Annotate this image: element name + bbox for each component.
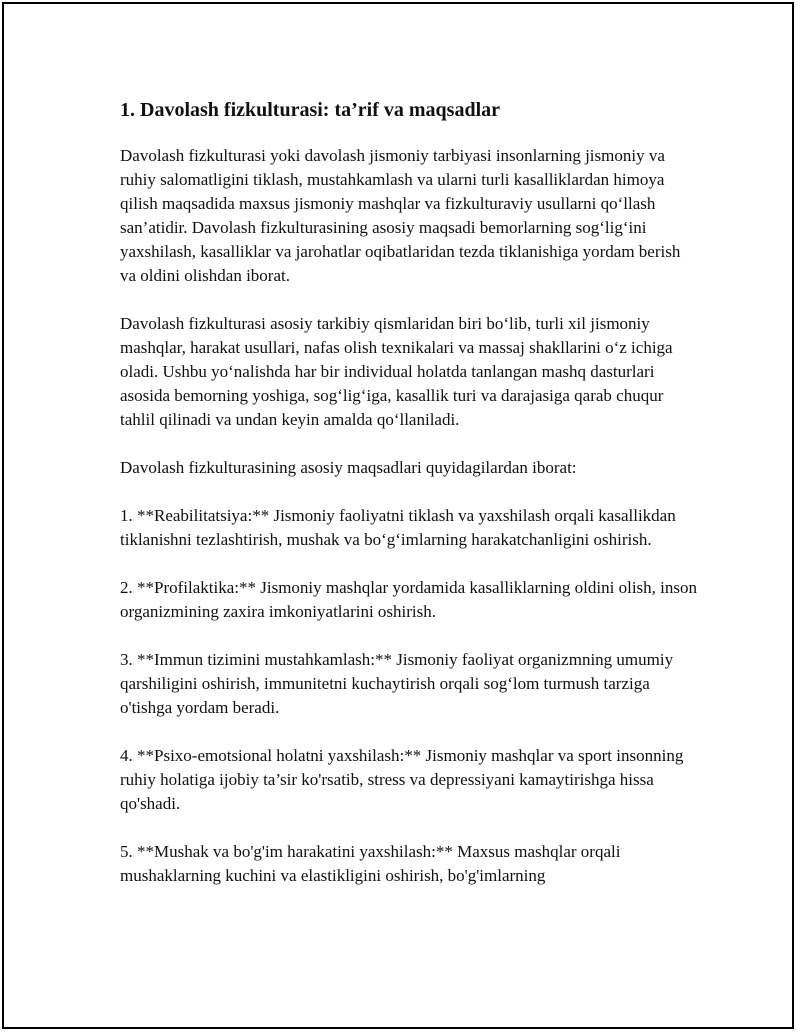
components-paragraph: Davolash fizkulturasi asosiy tarkibiy qismlaridan biri bo‘lib, turli xil jismoniy mashqlar, harakat usullari, nafas olish texnikalari va massaj shakllarini o‘z ichiga oladi. Ushbu yo‘nalishda har bir individual holatda tanlangan mashq dasturlari asosida bemorning yoshiga, sog‘lig‘iga, kasallik turi va darajasiga qarab chuqur tahlil qilinadi va undan keyin amalda qo‘llaniladi. — [120, 314, 673, 429]
goal-item-prophylaxis: 2. **Profilaktika:** Jismoniy mashqlar yordamida kasalliklarning oldini olish, inson organizmining zaxira imkoniyatlarini oshirish. — [120, 578, 697, 621]
goal-item-immunity: 3. **Immun tizimini mustahkamlash:** Jismoniy faoliyat organizmning umumiy qarshiligini oshirish, immunitetni kuchaytirish orqali sog‘lom turmush tarziga o'tishga yordam beradi. — [120, 650, 674, 717]
goals-intro-paragraph: Davolash fizkulturasining asosiy maqsadlari quyidagilardan iborat: — [120, 458, 577, 477]
document-page — [2, 2, 794, 1029]
section-heading: 1. Davolash fizkulturasi: ta’rif va maqsadlar — [120, 99, 500, 121]
document-content — [120, 96, 700, 912]
intro-paragraph: Davolash fizkulturasi yoki davolash jismoniy tarbiyasi insonlarning jismoniy va ruhiy salomatligini tiklash, mustahkamlash va ularni turli kasalliklardan himoya qilish maqsadida maxsus jismoniy mashqlar va fizkulturaviy usullarni qo‘llash san’atidir. Davolash fizkulturasining asosiy maqsadi bemorlarning sog‘lig‘ini yaxshilash, kasalliklar va jarohatlar oqibatlaridan tezda tiklanishiga yordam berish va oldini olishdan iborat. — [120, 146, 681, 285]
goal-item-psycho-emotional: 4. **Psixo-emotsional holatni yaxshilash:** Jismoniy mashqlar va sport insonning ruhiy holatiga ijobiy ta’sir ko'rsatib, stress va depressiyani kamaytirishga hissa qo'shadi. — [120, 746, 684, 813]
goal-item-muscle-joint: 5. **Mushak va bo'g'im harakatini yaxshilash:** Maxsus mashqlar orqali mushaklarning kuchini va elastikligini oshirish, bo'g'imlarning — [120, 842, 621, 885]
goal-item-rehabilitation: 1. **Reabilitatsiya:** Jismoniy faoliyatni tiklash va yaxshilash orqali kasallikdan tiklanishni tezlashtirish, mushak va bo‘g‘imlarning harakatchanligini oshirish. — [120, 506, 676, 549]
